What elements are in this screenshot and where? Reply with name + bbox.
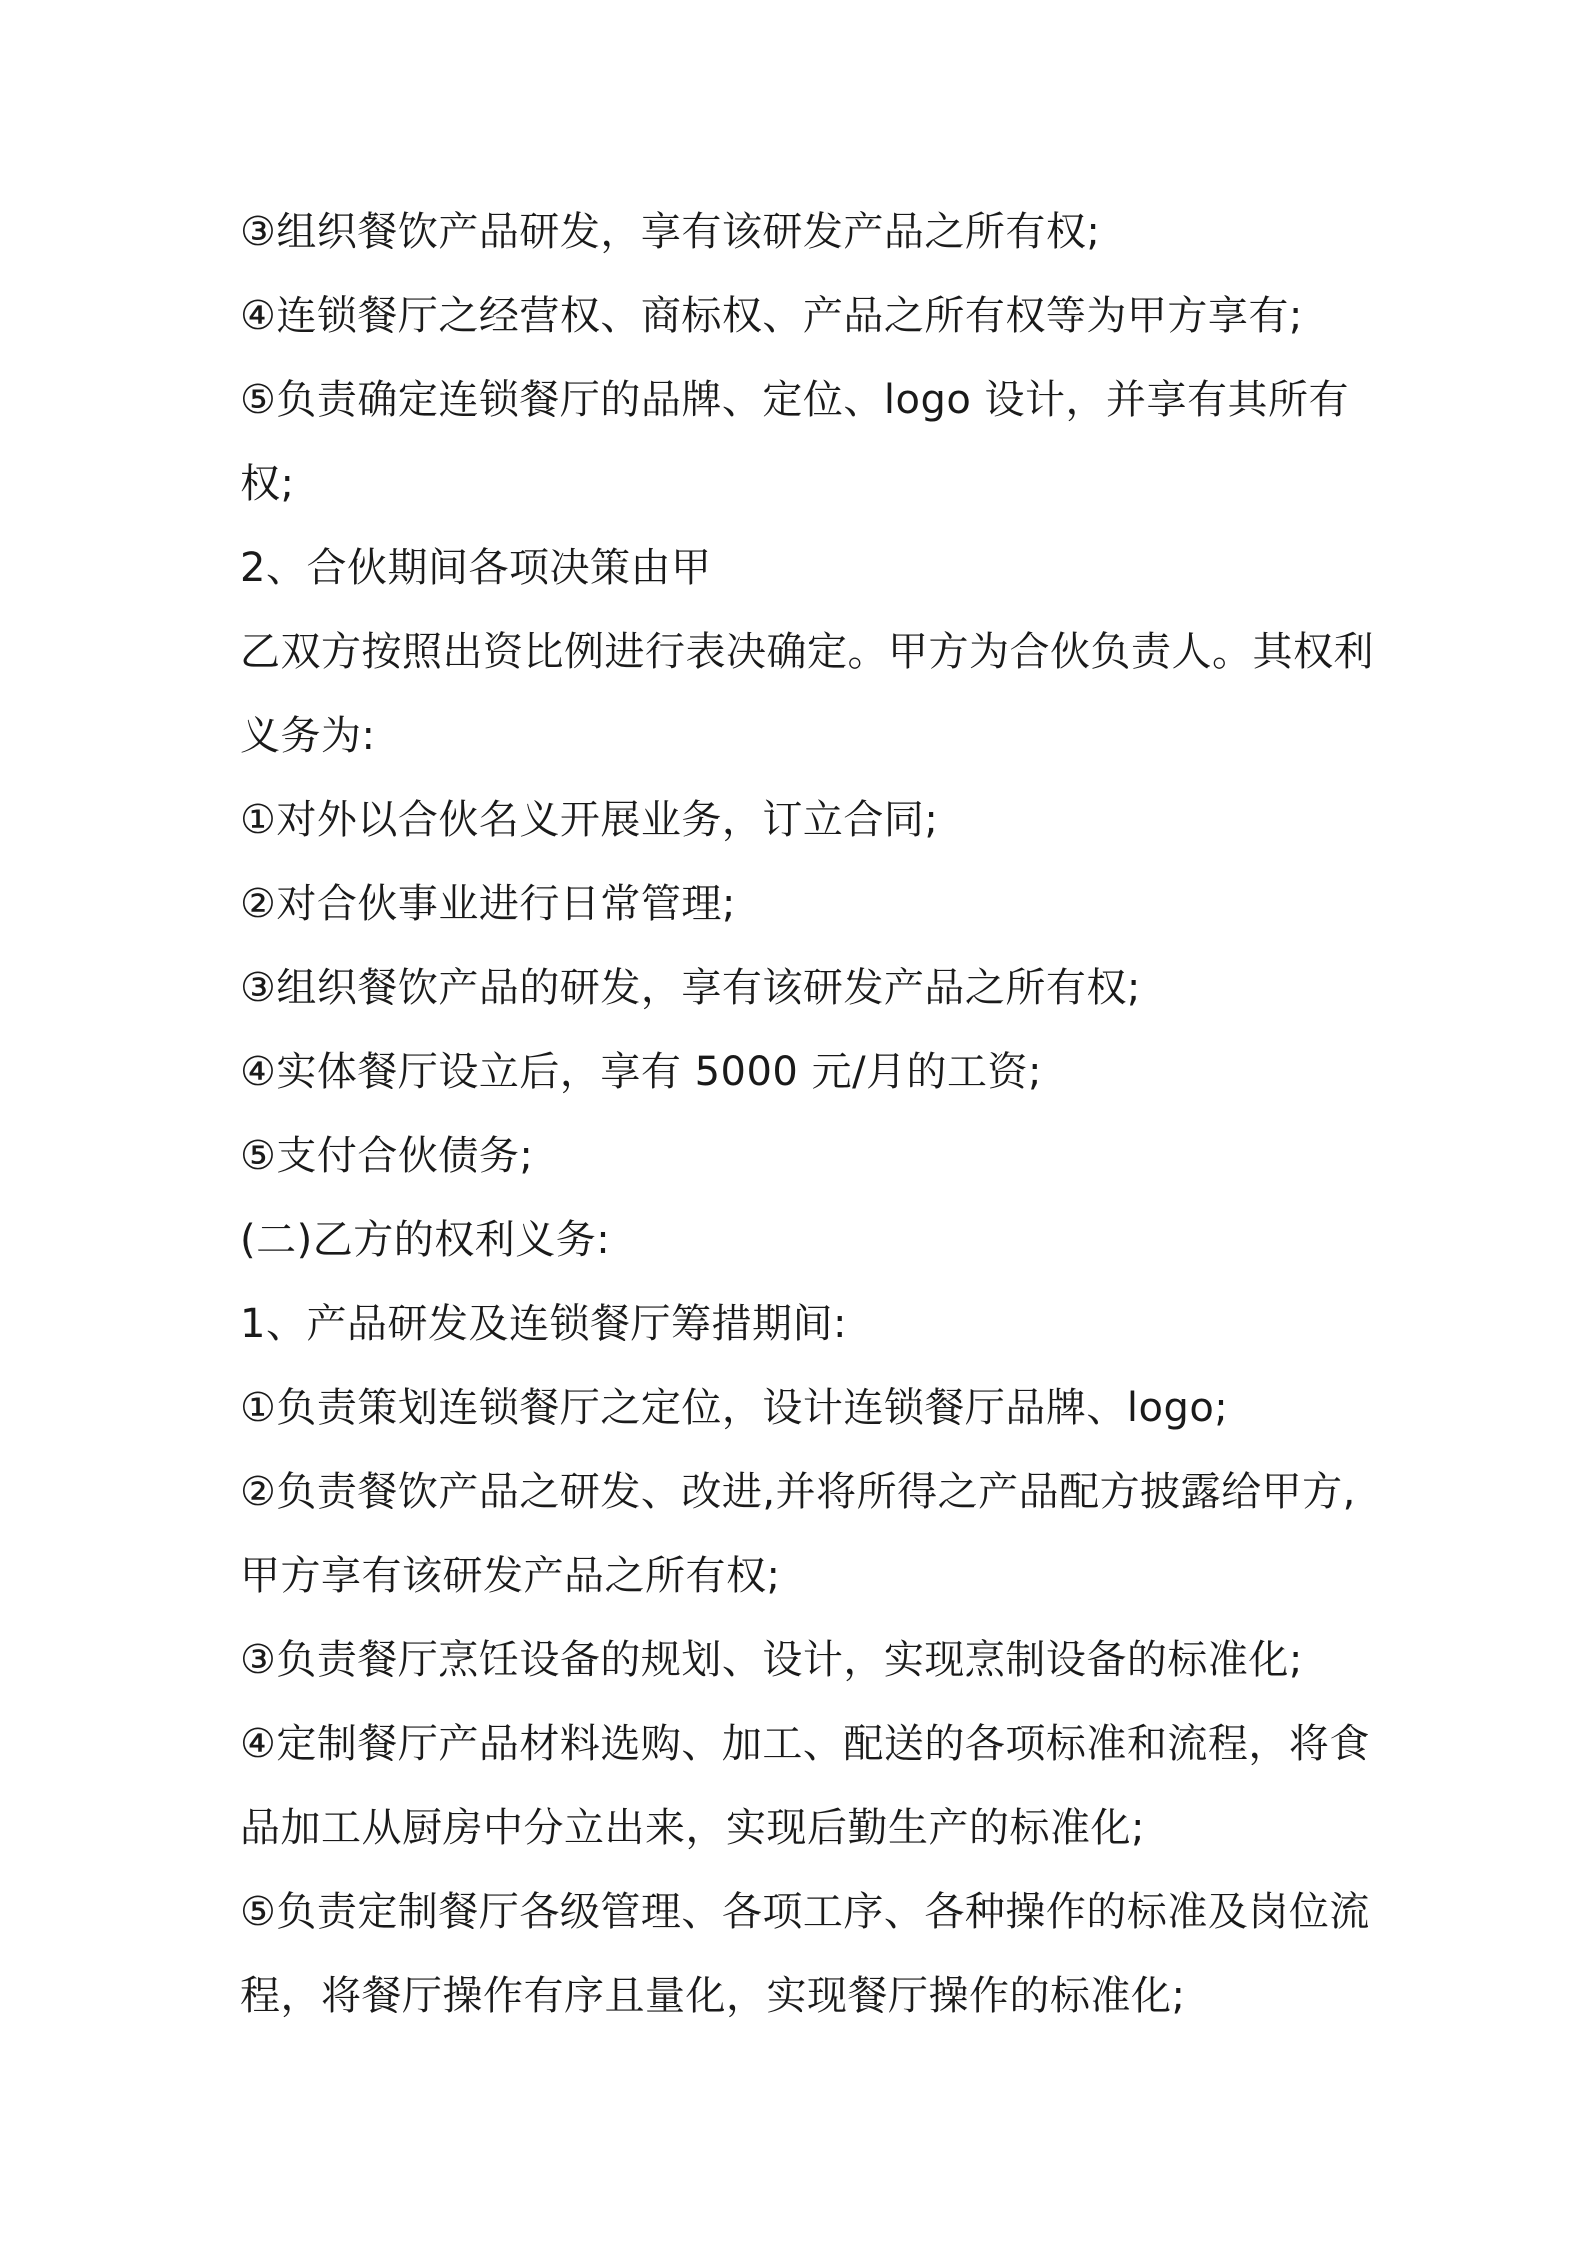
text-line: ⑤负责确定连锁餐厅的品牌、定位、logo 设计，并享有其所有 <box>240 377 1350 423</box>
text-line: 乙双方按照出资比例进行表决确定。甲方为合伙负责人。其权利 <box>240 629 1374 675</box>
text-line: 2、合伙期间各项决策由甲 <box>240 545 712 591</box>
text-line: 甲方享有该研发产品之所有权; <box>240 1553 781 1599</box>
text-line: ④连锁餐厅之经营权、商标权、产品之所有权等为甲方享有; <box>240 293 1303 339</box>
text-line: ①负责策划连锁餐厅之定位，设计连锁餐厅品牌、logo; <box>240 1385 1229 1431</box>
text-line: ④实体餐厅设立后，享有 5000 元/月的工资; <box>240 1049 1043 1095</box>
text-line: ④定制餐厅产品材料选购、加工、配送的各项标准和流程，将食 <box>240 1721 1370 1767</box>
text-line: 程，将餐厅操作有序且量化，实现餐厅操作的标准化; <box>240 1973 1186 2019</box>
text-line: ③组织餐饮产品研发，享有该研发产品之所有权; <box>240 209 1101 255</box>
text-line: ①对外以合伙名义开展业务，订立合同; <box>240 797 939 843</box>
document-body <box>240 190 1374 2038</box>
text-line: ②负责餐饮产品之研发、改进,并将所得之产品配方披露给甲方, <box>240 1469 1356 1515</box>
text-line: 1、产品研发及连锁餐厅筹措期间: <box>240 1301 847 1347</box>
text-line: ③组织餐饮产品的研发，享有该研发产品之所有权; <box>240 965 1141 1011</box>
text-line: ③负责餐厅烹饪设备的规划、设计，实现烹制设备的标准化; <box>240 1637 1303 1683</box>
text-line: ⑤负责定制餐厅各级管理、各项工序、各种操作的标准及岗位流 <box>240 1889 1370 1935</box>
text-line: 品加工从厨房中分立出来，实现后勤生产的标准化; <box>240 1805 1145 1851</box>
text-line: ⑤支付合伙债务; <box>240 1133 534 1179</box>
text-line: ②对合伙事业进行日常管理; <box>240 881 736 927</box>
text-line: (二)乙方的权利义务: <box>240 1217 611 1263</box>
text-line: 义务为: <box>240 713 376 759</box>
text-line: 权; <box>240 461 295 507</box>
